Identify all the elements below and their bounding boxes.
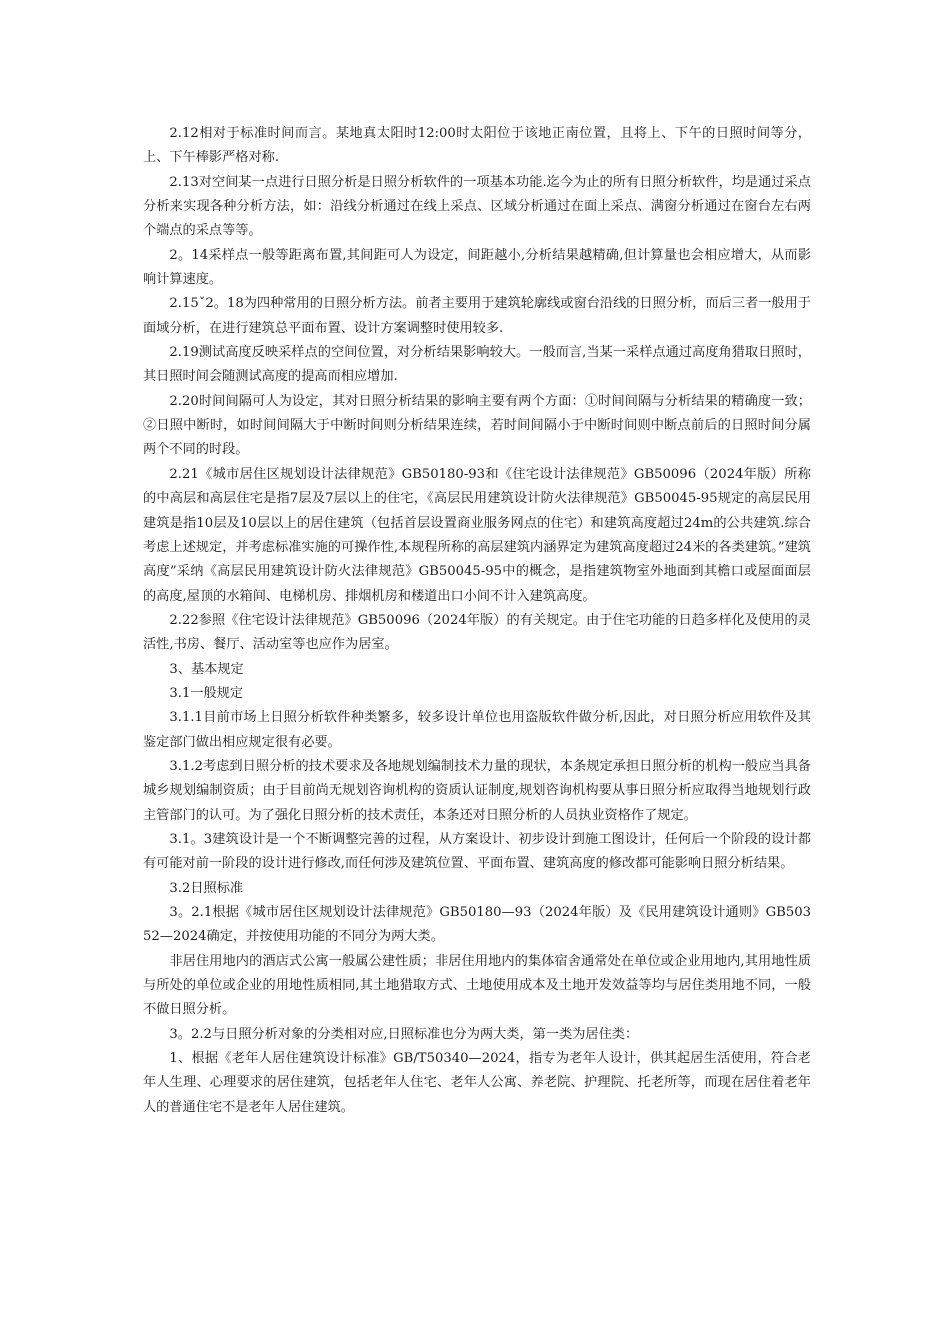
subsection-heading-3-1: 3.1一般规定 (169, 685, 244, 701)
paragraph-2-20: 2.20时间间隔可人为设定，其对日照分析结果的影响主要有两个方面：①时间间隔与分析结果的精确度一致；②日照中断时，如时间间隔大于中断时间则分析结果连续，若时间间隔小于中断时间则中断点前后的日照时间分属两个不同的时段。 (143, 393, 811, 458)
section-heading-3: 3、基本规定 (169, 661, 244, 677)
paragraph-3-1-3: 3.1。3建筑设计是一个不断调整完善的过程，从方案设计、初步设计到施工图设计，任何后一个阶段的设计都有可能对前一阶段的设计进行修改,而任何涉及建筑位置、平面布置、建筑高度的修改都可能影响日照分析结果。 (143, 831, 811, 872)
paragraph-2-21: 2.21《城市居住区规划设计法律规范》GB50180-93和《住宅设计法律规范》GB50096（2024年版）所称的中高层和高层住宅是指7层及7层以上的住宅，《高层民用建筑设计防火法律规范》GB50045-95规定的高层民用建筑是指10层及10层以上的居住建筑（包括首层设置商业服务网点的住宅）和建筑高度超过24m的公共建筑.综合考虑上述规定，并考虑标准实施的可操作性,本规程所称的高层建筑内涵界定为建筑高度超过24米的各类建筑。”建筑高度”采纳《高层民用建筑设计防火法律规范》GB50045-95中的概念，是指建筑物室外地面到其檐口或屋面面层的高度,屋顶的水箱间、电梯机房、排烟机房和楼道出口小间不计入建筑高度。 (143, 466, 811, 604)
subsection-heading-3-2: 3.2日照标准 (169, 880, 244, 896)
paragraph-3-1-2: 3.1.2考虑到日照分析的技术要求及各地规划编制技术力量的现状，本条规定承担日照分析的机构一般应当具备城乡规划编制资质；由于目前尚无规划咨询机构的资质认证制度,规划咨询机构要从事日照分析应取得当地规划行政主管部门的认可。为了强化日照分析的技术责任，本条还对日照分析的人员执业资格作了规定。 (143, 758, 811, 823)
paragraph-2-13: 2.13对空间某一点进行日照分析是日照分析软件的一项基本功能.迄今为止的所有日照分析软件，均是通过采点分析来实现各种分析方法，如：沿线分析通过在线上采点、区域分析通过在面上采点、满窗分析通过在窗台左右两个端点的采点等等。 (143, 174, 811, 239)
paragraph-2-19: 2.19测试高度反映采样点的空间位置，对分析结果影响较大。一般而言,当某一采样点通过高度角猎取日照时，其日照时间会随测试高度的提高而相应增加. (143, 345, 811, 385)
paragraph-2-14: 2。14采样点一般等距离布置,其间距可人为设定，间距越小,分析结果越精确,但计算量也会相应增大，从而影响计算速度。 (143, 247, 811, 288)
paragraph-2-15: 2.15ˇ2。18为四种常用的日照分析方法。前者主要用于建筑轮廓线或窗台沿线的日照分析，而后三者一般用于面域分析，在进行建筑总平面布置、设计方案调整时使用较多. (143, 296, 811, 336)
paragraph-3-1-1: 3.1.1目前市场上日照分析软件种类繁多，较多设计单位也用盗版软件做分析,因此，对日照分析应用软件及其鉴定部门做出相应规定很有必要。 (143, 710, 811, 750)
paragraph-3-2-2: 3。2.2与日照分析对象的分类相对应,日照标准也分为两大类，第一类为居住类： (169, 1026, 639, 1042)
paragraph-item-1: 1、根据《老年人居住建筑设计标准》GB/T50340—2024，指专为老年人设计，供其起居生活使用，符合老年人生理、心理要求的居住建筑，包括老年人住宅、老年人公寓、养老院、护理院、托老所等，而现在居住着老年人的普通住宅不是老年人居住建筑。 (143, 1051, 811, 1115)
paragraph-2-12: 2.12相对于标准时间而言。某地真太阳时12:00时太阳位于该地正南位置，且将上、下午的日照时间等分，上、下午棒影严格对称. (143, 126, 811, 166)
paragraph-3-2-1: 3。2.1根据《城市居住区规划设计法律规范》GB50180—93（2024年版）及《民用建筑设计通则》GB50352—2024确定，并按使用功能的不同分为两大类。 (143, 905, 811, 945)
paragraph-2-22: 2.22参照《住宅设计法律规范》GB50096（2024年版）的有关规定。由于住宅功能的日趋多样化及使用的灵活性,书房、餐厅、活动室等也应作为居室。 (143, 612, 811, 653)
document-body (143, 122, 811, 1120)
paragraph-non-residential: 非居住用地内的酒店式公寓一般属公建性质；非居住用地内的集体宿舍通常处在单位或企业用地内,其用地性质与所处的单位或企业的用地性质相同,其土地猎取方式、土地使用成本及土地开发效益等均与居住类用地不同，一般不做日照分析。 (143, 953, 812, 1018)
